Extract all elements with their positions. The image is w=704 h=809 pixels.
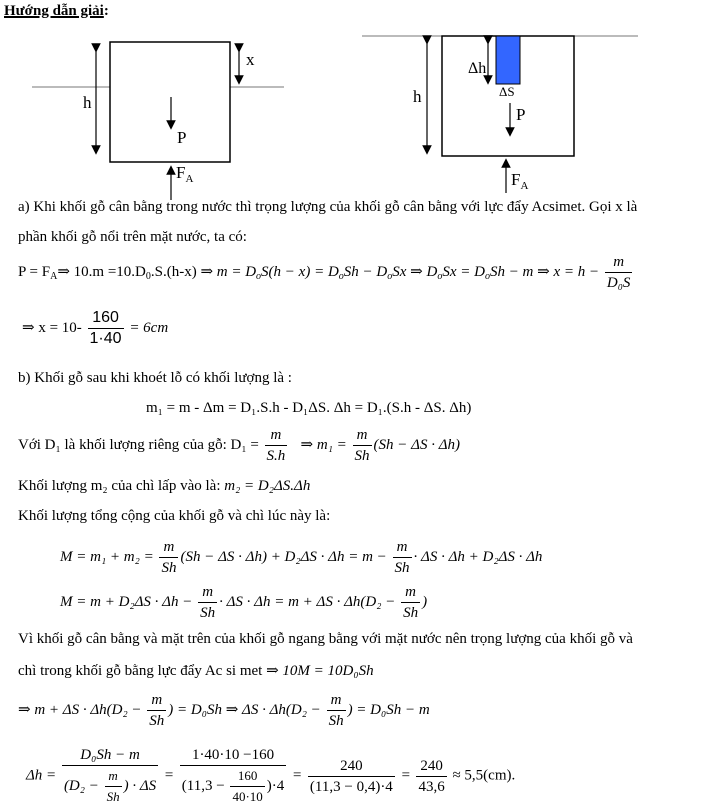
figure-block-with-lead [350, 0, 704, 200]
label-P: P [516, 105, 526, 124]
equation-3: ⇒ m + ΔS · Δh(D₂ − $\frac{m}{Sh}$ ) = D₀Sh ⇒ ΔS · Δh(D₂ − $\frac{m}{Sh}$ ) = D₀Sh − m [18, 692, 430, 729]
part-b-line1: b) Khối gỗ sau khi khoét lỗ có khối lượng là : [18, 370, 292, 386]
solution-heading: Hướng dẫn giải: [4, 3, 109, 19]
equation-M1: M = m₁ + m₂ = $\frac{m}{Sh}$ (Sh − ΔS · Δh) + D₂ΔS · Δh = m − $\frac{m}{Sh}$ · ΔS · Δh + D₂ΔS · Δh [60, 539, 543, 576]
line-m2: Khối lượng m₂ của chì lấp vào là: m₂ = D₂ΔS.Δh [18, 478, 311, 494]
equation-m1: m₁ = m - Δm = D₁.S.h - D₁ΔS. Δh = D₁.(S.h - ΔS. Δh) [146, 400, 472, 416]
line-vi1: Vì khối gỗ cân bằng và mặt trên của khối gỗ ngang bằng với mặt nước nên trọng lượng của khối gỗ và [18, 631, 633, 647]
figure-floating-block [0, 0, 350, 200]
label-F: $F_A$ [176, 163, 194, 185]
line-total: Khối lượng tổng cộng của khối gỗ và chì lúc này là: [18, 508, 331, 524]
label-x: x [246, 50, 255, 69]
line-vi2: chì trong khối gỗ bằng lực đẩy Ac si met ⇒ 10M = 10D₀Sh [18, 663, 374, 679]
label-delta-h: Δh [468, 60, 487, 77]
label-delta-S: ΔS [499, 84, 515, 99]
equation-D1: Với D₁ là khối lượng riêng của gỗ: D₁ = $\frac{m}{S.h}$ ⇒ m₁ = $\frac{m}{Sh}$ (Sh − ΔS · Δh) [18, 427, 461, 464]
part-a-line2: phần khối gỗ nổi trên mặt nước, ta có: [18, 229, 247, 245]
label-h: h [83, 93, 92, 112]
equation-1: $P = F_A\Rightarrow$ $10.m =10.D_0.S.(h-x)$ ⇒ $m = D_oS(h - x) = D_oSh - D_oSx$ ⇒ $D_oSx = D_oSh - m$ ⇒ x = h − $\frac{m}{\text{D₀S}}$ [18, 254, 631, 291]
lead-insert [496, 36, 520, 84]
part-a-line1: a) Khi khối gỗ cân bằng trong nước thì trọng lượng của khối gỗ cân bằng với lực đẩy Acsimet. Gọi x là [18, 199, 638, 215]
label-F: $F_A$ [511, 170, 529, 192]
label-h: h [413, 87, 422, 106]
wood-block [110, 42, 230, 162]
equation-delta-h: Δh = D₀Sh − m (D₂ − $\frac{m}{Sh}$ ) · ΔS = 1·40·10 −160 (11,3 − $\frac{160}{40\cdot 10}$ )·4 = $\frac{240}{(11,3 - 0,4)\cdot 4}$ = $\frac{240}{43,6}$ ≈ 5,5(cm). [26, 747, 516, 804]
label-P: P [177, 128, 187, 147]
equation-2: ⇒ x = 10- $\frac{160}{1\cdot 40}$ = 6cm [22, 309, 169, 347]
equation-M2: M = m + D₂ΔS · Δh − $\frac{m}{Sh}$ · ΔS · Δh = m + ΔS · Δh(D₂ − $\frac{m}{Sh}$ ) [60, 584, 428, 621]
